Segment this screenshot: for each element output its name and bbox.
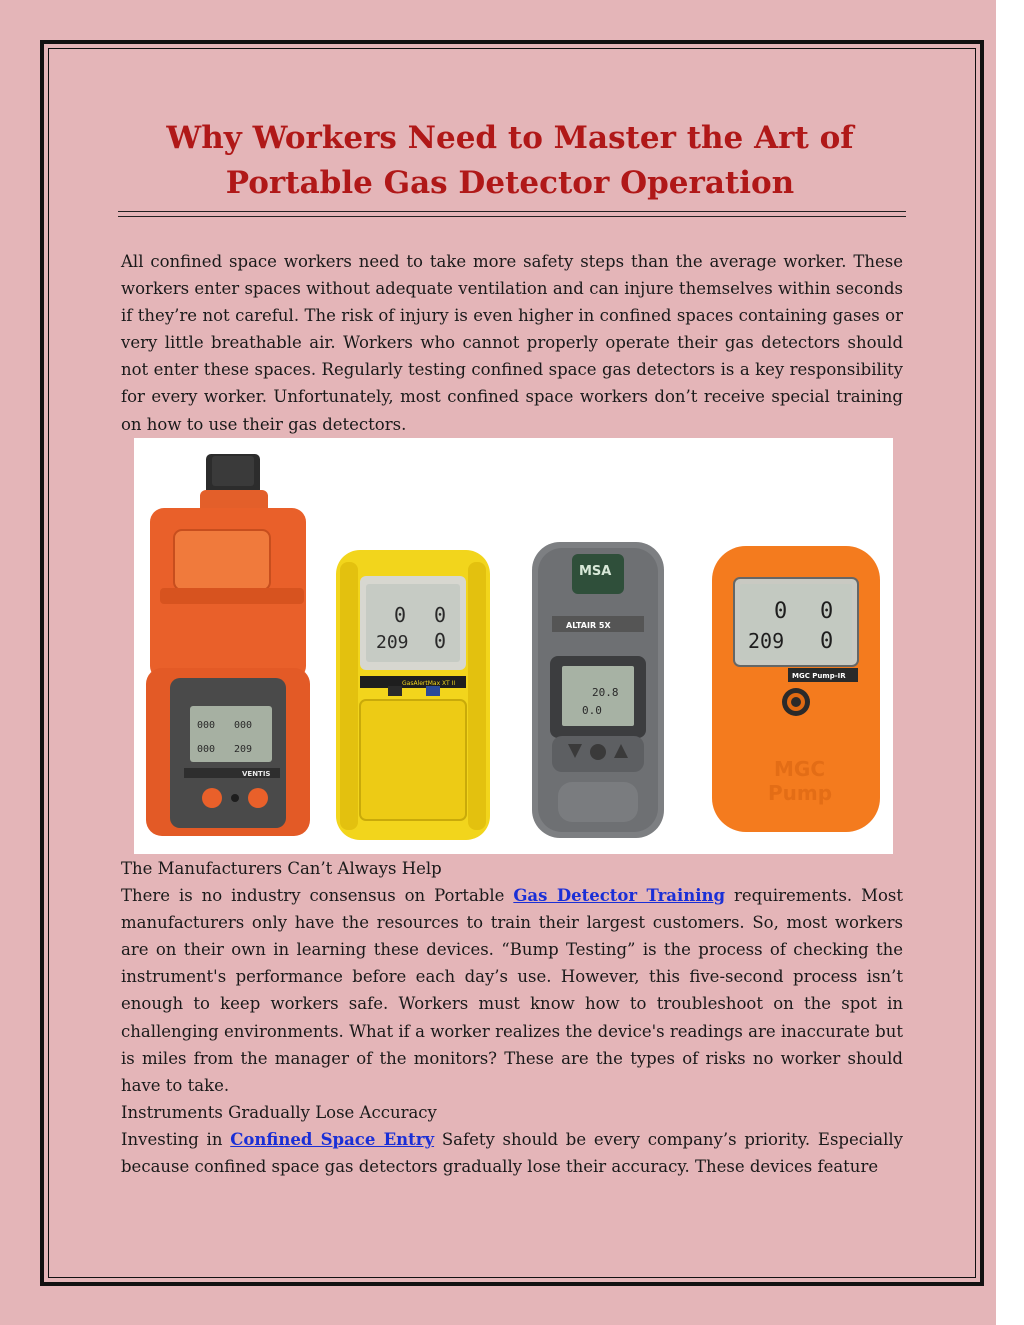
section-heading-accuracy: Instruments Gradually Lose Accuracy bbox=[121, 1102, 437, 1122]
ventis-reading-1: 000 bbox=[197, 720, 216, 731]
gasalert-reading-3: 209 bbox=[376, 632, 409, 653]
detector-ventis bbox=[146, 454, 310, 836]
altair-reading-1: 20.8 bbox=[592, 686, 619, 699]
paragraph-text: Investing in bbox=[121, 1129, 231, 1149]
gas-detectors-photo bbox=[134, 438, 893, 854]
intro-paragraph: All confined space workers need to take more safety steps than the average worker. These workers enter spaces without adequate ventilation and can injure themselves within seconds if they’re not careful. The risk of injury is even higher in confined spaces containing gases or very little breathable air. Workers who cannot properly operate their gas detectors should not enter these spaces. Regularly testing confined space gas detectors is a key responsibility for every worker. Unfortunately, most confined space workers don’t receive special training on how to use their gas detectors. bbox=[121, 252, 903, 434]
gas-detector-training-link[interactable]: Gas Detector Training bbox=[513, 886, 726, 906]
mgc-body-text-2: Pump bbox=[768, 781, 833, 805]
altair-brand: ALTAIR 5X bbox=[566, 621, 611, 630]
confined-space-entry-link[interactable]: Confined Space Entry bbox=[230, 1129, 435, 1149]
gasalert-reading-4: 0 bbox=[434, 629, 447, 653]
paragraph-text: requirements. Most manufacturers only have the resources to train their largest customers. So, most workers are on their own in learning these devices. “Bump Testing” is the process of checking the instrument's performance before each day’s use. However, this five-second process isn’t enough to keep workers safe. Workers must know how to troubleshoot on the spot in challenging environments. What if a worker realizes the device's readings are inaccurate but is miles from the manager of the monitors? These are the types of risks no worker should have to take. bbox=[121, 886, 904, 1095]
mgc-reading-2: 0 bbox=[820, 599, 834, 624]
section-heading-manufacturers: The Manufacturers Can’t Always Help bbox=[121, 859, 442, 878]
paragraph-text: There is no industry consensus on Portable bbox=[121, 886, 514, 906]
section-paragraph-manufacturers bbox=[121, 882, 903, 1099]
title-divider bbox=[118, 211, 906, 217]
section-paragraph-accuracy bbox=[121, 1126, 903, 1180]
gasalert-reading-2: 0 bbox=[434, 603, 447, 627]
ventis-brand: VENTIS bbox=[242, 770, 271, 778]
mgc-reading-3: 209 bbox=[748, 629, 785, 653]
mgc-reading-4: 0 bbox=[820, 629, 834, 654]
gasalert-brand: GasAlertMax XT II bbox=[402, 680, 456, 687]
detector-gasalert bbox=[336, 550, 490, 840]
mgc-brand: MGC Pump-IR bbox=[792, 672, 846, 680]
article-body bbox=[121, 855, 903, 1180]
mgc-body-text-1: MGC bbox=[774, 757, 825, 781]
ventis-reading-4: 209 bbox=[234, 744, 253, 755]
altair-reading-2: 0.0 bbox=[582, 704, 602, 717]
paragraph-text: Safety should be every company’s priority. Especially because confined space gas detectors gradually lose their accuracy. These devices feature bbox=[121, 1129, 903, 1177]
altair-badge: MSA bbox=[579, 564, 612, 579]
document-title: Why Workers Need to Master the Art of Portable Gas Detector Operation bbox=[166, 120, 854, 201]
mgc-reading-1: 0 bbox=[774, 599, 788, 624]
detector-altair bbox=[532, 542, 664, 838]
ventis-reading-3: 000 bbox=[197, 744, 216, 755]
gasalert-reading-1: 0 bbox=[394, 603, 407, 627]
detector-mgc-pump bbox=[712, 546, 880, 832]
ventis-reading-2: 000 bbox=[234, 720, 253, 731]
